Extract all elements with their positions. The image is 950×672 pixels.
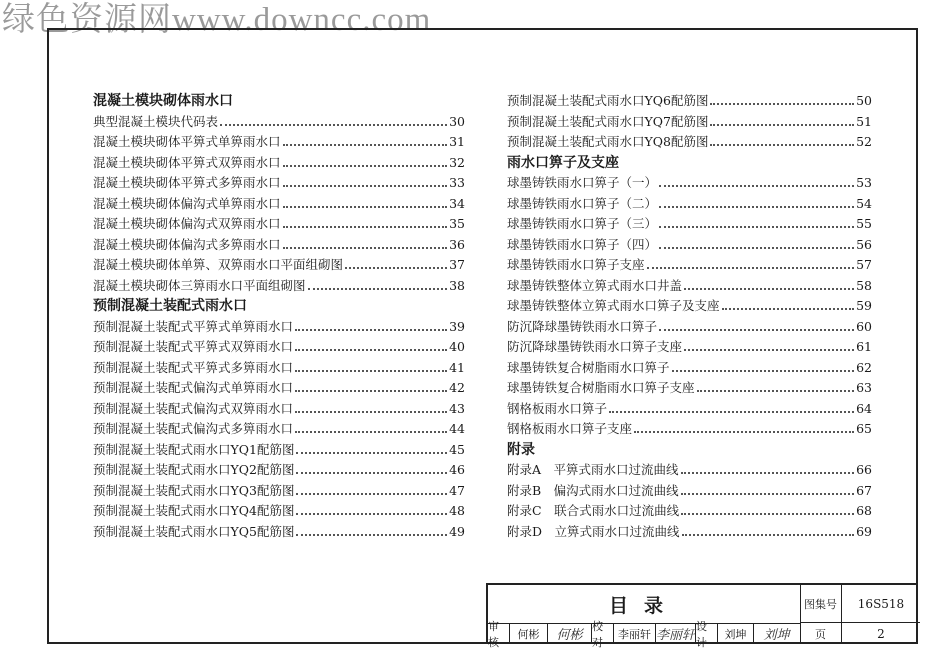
toc-entry-page: 41: [449, 359, 465, 375]
toc-leader-dots: [684, 337, 854, 351]
toc-entry: [507, 112, 872, 133]
toc-entry: [93, 337, 465, 358]
toc-leader-dots: [659, 235, 854, 249]
toc-entry: [507, 501, 872, 522]
toc-entry-page: 68: [856, 503, 872, 518]
toc-entry: [507, 337, 872, 358]
toc-leader-dots: [609, 399, 854, 413]
toc-leader-dots: [647, 255, 855, 269]
toc-entry-page: 65: [856, 421, 872, 436]
toc-leader-dots: [659, 194, 854, 208]
toc-entry: [507, 194, 872, 215]
title-block: [486, 583, 918, 649]
toc-entry-page: 60: [856, 318, 872, 334]
toc-entry: [93, 317, 465, 338]
toc-entry: [93, 481, 465, 502]
toc-entry: [507, 378, 872, 399]
toc-entry-page: 48: [449, 503, 465, 518]
toc-leader-dots: [283, 173, 448, 187]
toc-leader-dots: [296, 481, 447, 495]
toc-section-heading: 雨水口箅子及支座: [507, 154, 619, 171]
design-signature: 刘坤: [763, 628, 790, 643]
toc-section-heading: 附录: [507, 441, 535, 458]
toc-entry-title: 球墨铸铁雨水口箅子（四）: [507, 236, 658, 252]
toc-entry-page: 37: [449, 257, 465, 272]
toc-entry-title: 混凝土模块砌体偏沟式多箅雨水口: [93, 236, 281, 252]
toc-entry-page: 43: [449, 400, 465, 416]
toc-leader-dots: [681, 501, 854, 515]
toc-entry: [93, 460, 465, 481]
toc-leader-dots: [722, 296, 855, 310]
toc-leader-dots: [681, 460, 855, 474]
toc-leader-dots: [295, 317, 447, 331]
check-label: 校对: [592, 623, 614, 644]
toc-entry-page: 50: [856, 93, 872, 108]
toc-entry-title: 预制混凝土装配式偏沟式双箅雨水口: [93, 400, 294, 416]
toc-entry-page: 63: [856, 380, 872, 395]
toc-entry-title: 球墨铸铁整体立箅式雨水口井盖: [507, 277, 683, 293]
toc-entry-title: 混凝土模块砌体单箅、双箅雨水口平面组砌图: [93, 257, 344, 272]
toc-leader-dots: [697, 378, 855, 392]
toc-entry-page: 54: [856, 195, 872, 211]
toc-entry: [93, 132, 465, 153]
toc-left-column: [93, 91, 465, 542]
toc-entry-page: 34: [449, 195, 465, 211]
toc-leader-dots: [283, 153, 448, 167]
toc-entry-page: 61: [856, 339, 872, 354]
toc-entry: [507, 235, 872, 256]
toc-right-column: [507, 91, 872, 542]
toc-entry: [507, 132, 872, 153]
title-block-title: 目录: [488, 585, 801, 624]
check-name: 李丽轩: [614, 623, 656, 644]
toc-leader-dots: [710, 91, 854, 105]
toc-leader-dots: [682, 522, 855, 536]
toc-entry-title: 预制混凝土装配式偏沟式单箅雨水口: [93, 380, 294, 395]
toc-entry-page: 55: [856, 216, 872, 231]
toc-leader-dots: [295, 419, 447, 433]
toc-entry: [93, 419, 465, 440]
toc-leader-dots: [296, 522, 447, 536]
toc-leader-dots: [220, 112, 447, 126]
toc-leader-dots: [296, 460, 447, 474]
toc-entry-title: 钢格板雨水口箅子支座: [507, 421, 633, 436]
toc-entry-title: 混凝土模块砌体平箅式双箅雨水口: [93, 154, 281, 170]
toc-entry-page: 59: [856, 298, 872, 313]
toc-entry-title: 球墨铸铁雨水口箅子（二）: [507, 195, 658, 211]
toc-entry-page: 35: [449, 216, 465, 231]
toc-entry-title: 预制混凝土装配式雨水口YQ4配筋图: [93, 503, 295, 518]
toc-entry-title: 预制混凝土装配式平箅式单箅雨水口: [93, 318, 294, 334]
toc-entry-title: 典型混凝土模块代码表: [93, 113, 219, 129]
review-label: 审核: [488, 623, 510, 644]
toc-entry-title: 预制混凝土装配式雨水口YQ7配筋图: [507, 113, 709, 129]
toc-entry-title: 附录A 平箅式雨水口过流曲线: [507, 462, 679, 477]
toc-entry-page: 51: [856, 113, 872, 129]
toc-leader-dots: [710, 132, 854, 146]
toc-entry-title: 混凝土模块砌体偏沟式单箅雨水口: [93, 195, 281, 211]
toc-entry: [507, 358, 872, 379]
toc-entry: [93, 173, 465, 194]
toc-entry: [507, 296, 872, 317]
toc-entry-title: 防沉降球墨铸铁雨水口箅子支座: [507, 339, 683, 354]
toc-entry: [507, 399, 872, 420]
toc-entry: [93, 276, 465, 297]
toc-entry-page: 45: [449, 441, 465, 457]
toc-entry-title: 混凝土模块砌体偏沟式双箅雨水口: [93, 216, 281, 231]
toc-leader-dots: [283, 132, 448, 146]
toc-entry-title: 混凝土模块砌体平箅式多箅雨水口: [93, 175, 281, 190]
toc-entry-page: 30: [449, 113, 465, 129]
toc-leader-dots: [659, 173, 854, 187]
atlas-number-label: 图集号: [800, 585, 842, 623]
toc-entry-page: 53: [856, 175, 872, 190]
signature-row: [488, 619, 801, 649]
toc-leader-dots: [684, 276, 854, 290]
toc-entry-title: 预制混凝土装配式雨水口YQ5配筋图: [93, 523, 295, 539]
toc-entry-title: 球墨铸铁雨水口箅子（三）: [507, 216, 658, 231]
toc-entry-title: 预制混凝土装配式雨水口YQ3配筋图: [93, 482, 295, 498]
toc-entry: [93, 358, 465, 379]
toc-leader-dots: [296, 440, 447, 454]
toc-section-heading: 混凝土模块砌体雨水口: [93, 93, 233, 109]
toc-entry-title: 球墨铸铁复合树脂雨水口箅子支座: [507, 380, 695, 395]
toc-entry-page: 47: [449, 482, 465, 498]
toc-entry-page: 69: [856, 523, 872, 539]
review-name: 何彬: [510, 623, 548, 644]
toc-leader-dots: [659, 317, 854, 331]
toc-entry-title: 预制混凝土装配式偏沟式多箅雨水口: [93, 421, 294, 436]
toc-entry-title: 预制混凝土装配式雨水口YQ6配筋图: [507, 93, 709, 108]
toc-entry-title: 附录D 立箅式雨水口过流曲线: [507, 523, 680, 539]
toc-entry-title: 球墨铸铁雨水口箅子支座: [507, 257, 645, 272]
toc-entry-title: 球墨铸铁整体立箅式雨水口箅子及支座: [507, 298, 720, 313]
toc-entry-page: 62: [856, 359, 872, 375]
toc-entry: [93, 440, 465, 461]
toc-leader-dots: [296, 501, 447, 515]
design-label: 设计: [696, 623, 718, 644]
toc-entry-page: 52: [856, 134, 872, 149]
toc-entry-title: 球墨铸铁复合树脂雨水口箅子: [507, 359, 670, 375]
design-name: 刘坤: [718, 623, 754, 644]
toc-entry-title: 附录B 偏沟式雨水口过流曲线: [507, 482, 679, 498]
toc-entry-page: 67: [856, 482, 872, 498]
check-signature: 李丽轩: [656, 623, 696, 644]
toc-entry: [93, 214, 465, 235]
toc-entry-page: 38: [449, 277, 465, 293]
toc-entry-page: 56: [856, 236, 872, 252]
toc-entry-title: 钢格板雨水口箅子: [507, 400, 608, 416]
toc-entry-page: 42: [449, 380, 465, 395]
toc-entry: [507, 91, 872, 112]
toc-leader-dots: [681, 481, 854, 495]
toc-entry-title: 混凝土模块砌体平箅式单箅雨水口: [93, 134, 281, 149]
toc-entry-page: 31: [449, 134, 465, 149]
toc-entry-page: 49: [449, 523, 465, 539]
toc-entry: [507, 214, 872, 235]
toc-entry: [507, 255, 872, 276]
toc-entry-title: 混凝土模块砌体三箅雨水口平面组砌图: [93, 277, 306, 293]
toc-leader-dots: [295, 337, 447, 351]
review-signature: 何彬: [548, 623, 592, 644]
toc-entry-page: 32: [449, 154, 465, 170]
toc-leader-dots: [283, 235, 448, 249]
page-label: 页: [800, 623, 842, 644]
toc-leader-dots: [295, 358, 447, 372]
toc-entry-title: 预制混凝土装配式雨水口YQ2配筋图: [93, 462, 295, 477]
toc-entry-title: 附录C 联合式雨水口过流曲线: [507, 503, 680, 518]
toc-entry-page: 66: [856, 462, 872, 477]
toc-leader-dots: [634, 419, 854, 433]
toc-entry-page: 64: [856, 400, 872, 416]
watermark-text: 绿色资源网www.downcc.com: [2, 2, 432, 38]
toc-entry: [93, 235, 465, 256]
toc-entry-page: 39: [449, 318, 465, 334]
toc-leader-dots: [283, 214, 448, 228]
toc-entry-page: 58: [856, 277, 872, 293]
atlas-number: 16S518: [842, 585, 920, 623]
toc-entry-title: 预制混凝土装配式雨水口YQ1配筋图: [93, 441, 295, 457]
toc-entry: [93, 112, 465, 133]
toc-entry-title: 预制混凝土装配式平箅式多箅雨水口: [93, 359, 294, 375]
toc-entry: [507, 173, 872, 194]
toc-entry-page: 57: [856, 257, 872, 272]
toc-entry: [93, 378, 465, 399]
toc-entry: [93, 153, 465, 174]
toc-entry: [93, 194, 465, 215]
page-number: 2: [877, 626, 885, 641]
toc-entry-page: 40: [449, 339, 465, 354]
toc-leader-dots: [295, 378, 447, 392]
toc-entry-title: 预制混凝土装配式雨水口YQ8配筋图: [507, 134, 709, 149]
toc-entry: [507, 460, 872, 481]
toc-entry-page: 46: [449, 462, 465, 477]
toc-entry: [507, 276, 872, 297]
toc-entry: [507, 317, 872, 338]
toc-leader-dots: [308, 276, 448, 290]
toc-entry-page: 36: [449, 236, 465, 252]
toc-entry: [507, 419, 872, 440]
toc-leader-dots: [283, 194, 448, 208]
toc-entry-title: 预制混凝土装配式平箅式双箅雨水口: [93, 339, 294, 354]
toc-entry: [93, 522, 465, 543]
toc-leader-dots: [295, 399, 447, 413]
toc-entry: [93, 255, 465, 276]
toc-entry-title: 球墨铸铁雨水口箅子（一）: [507, 175, 658, 190]
toc-leader-dots: [710, 112, 854, 126]
toc-entry: [93, 399, 465, 420]
toc-entry-page: 44: [449, 421, 465, 436]
toc-section-heading: 预制混凝土装配式雨水口: [93, 298, 247, 314]
toc-entry: [507, 522, 872, 543]
toc-entry: [93, 501, 465, 522]
toc-leader-dots: [659, 214, 854, 228]
toc-entry-page: 33: [449, 175, 465, 190]
toc-leader-dots: [672, 358, 855, 372]
toc-entry: [507, 481, 872, 502]
toc-entry-title: 防沉降球墨铸铁雨水口箅子: [507, 318, 658, 334]
toc-leader-dots: [345, 255, 447, 269]
